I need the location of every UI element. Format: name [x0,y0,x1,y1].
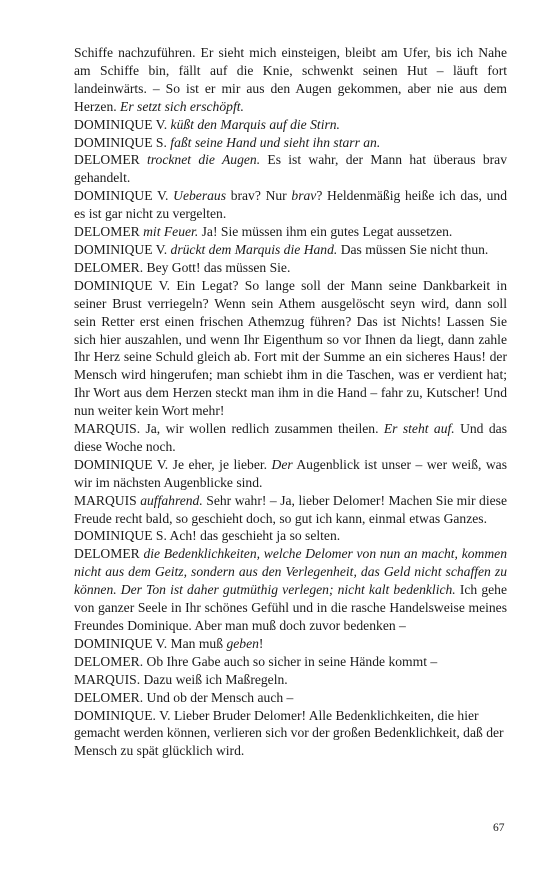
text-segment: DELOMER. Bey Gott! das müssen Sie. [74,259,291,275]
page-text [74,44,507,760]
text-segment: DELOMER [74,224,144,240]
text-segment: Ich gehe von ganzer Seele in Ihr schönes Gefühl und in die rasche Handelsweise meines Freundes Dominique. Aber man muß doch zuvor bedenken – [74,582,507,633]
text-paragraph [74,671,507,689]
text-segment: DELOMER [74,152,147,168]
text-segment: Sehr wahr! – Ja, lieber Delomer! Machen Sie mir diese Freude recht bald, so geschieht doch, so gut ich kann, einmal etwas Ganzes. [74,492,507,526]
page-number: 67 [493,822,505,834]
text-paragraph [74,187,507,223]
text-segment: DOMINIQUE V. [74,116,171,132]
text-segment: DOMINIQUE. V. Lieber Bruder Delomer! Alle Bedenklichkeiten, die hier gemacht werden können, verlieren sich vor der großen Bedenklichkeit, daß der Mensch zu spät glücklich wird. [74,707,504,759]
text-paragraph [74,527,507,545]
stage-direction: Ueberaus [173,188,226,204]
text-segment: DELOMER. Ob Ihre Gabe auch so sicher in seine Hände kommt – [74,653,438,669]
text-paragraph [74,492,507,528]
text-segment: ? Heldenmäßig heiße ich das, und es ist gar nicht zu vergelten. [74,188,508,222]
text-segment: Schiffe nachzuführen. Er sieht mich einsteigen, bleibt am Ufer, bis ich Nahe am Schiffe bin, fällt auf die Knie, schwenkt seinen Hut – läuft fort landeinwärts. – So ist er mir aus den Augen gekommen, aber nie aus dem Herzen. [74,45,507,114]
text-paragraph [74,689,507,707]
stage-direction: Er setzt sich erschöpft. [120,98,244,114]
text-segment: DELOMER. Und ob der Mensch auch – [74,689,294,705]
text-segment: Augenblick ist unser – wer weiß, was wir im nächsten Augenblicke sind. [74,456,507,490]
stage-direction: mit Feuer. [143,224,199,240]
text-segment: DOMINIQUE V. Ein Legat? So lange soll der Mann seine Dankbarkeit in seiner Brust verriegeln? Wenn sein Athem ausgelöscht seyn wird, dann soll sein Retter erst einen frischen Athemzug führen? Das ist Nichts! Lassen Sie sich hier auszahlen, und wenn Ihr Eigenthum so vor Ihnen da liegt, dann zahle Ihr Herz seine Schuld gleich ab. Fort mit der Summe an ein sicheres Haus! der Mensch wird hingerufen; man schiebt ihm in die Taschen, was er verdient hat; Ihr Wort aus dem Herzen steckt man ihm in die Hand – fahr zu, Kutscher! Und nun weiter kein Wort mehr! [74,277,507,419]
text-segment: MARQUIS. Ja, wir wollen redlich zusammen theilen. [74,421,384,437]
text-paragraph [74,44,507,116]
text-segment: Und das diese Woche noch. [74,421,507,454]
text-segment: DOMINIQUE V. Man muß [74,635,227,651]
stage-direction: drückt dem Marquis die Hand. [170,241,338,257]
text-segment: Das müssen Sie nicht thun. [337,241,489,257]
text-paragraph [74,707,507,761]
text-segment: DOMINIQUE V. Je eher, je lieber. [74,456,272,472]
stage-direction: trocknet die Augen. [147,152,261,168]
stage-direction: brav [291,188,317,204]
stage-direction: faßt seine Hand und sieht ihn starr an. [170,134,381,150]
text-paragraph [74,259,507,277]
text-paragraph [74,241,507,259]
text-paragraph [74,635,507,653]
text-segment: DOMINIQUE V. [74,188,174,204]
stage-direction: geben [226,635,259,651]
text-paragraph [74,456,507,492]
text-paragraph [74,277,507,420]
stage-direction: Er steht auf. [383,421,455,437]
stage-direction: küßt den Marquis auf die Stirn. [170,116,340,132]
text-paragraph [74,151,507,187]
text-segment: DOMINIQUE S. Ach! das geschieht ja so selten. [74,528,341,544]
stage-direction: auffahrend. [140,492,203,508]
text-segment: DOMINIQUE V. [74,241,171,257]
text-segment: MARQUIS [74,492,141,508]
text-segment: brav? Nur [226,188,292,204]
text-paragraph [74,653,507,671]
stage-direction: die Bedenklichkeiten, welche Delomer von nun an macht, kommen nicht aus dem Geitz, sondern aus den Verlegenheit, das Geld nicht schaffen zu können. Der Ton ist daher gutmüthig verlegen; nicht kalt bedenklich. [74,546,507,598]
text-segment: MARQUIS. Dazu weiß ich Maßregeln. [74,671,288,687]
text-segment: Ja! Sie müssen ihm ein gutes Legat aussetzen. [198,224,453,240]
text-segment: Es ist wahr, der Mann hat überaus brav gehandelt. [74,152,507,186]
stage-direction: Der [271,456,293,472]
text-segment: DOMINIQUE S. [74,134,171,150]
text-segment: ! [258,635,264,651]
text-paragraph [74,116,507,134]
text-paragraph [74,420,507,456]
text-paragraph [74,134,507,152]
text-paragraph [74,223,507,241]
text-paragraph [74,545,507,635]
text-segment: DELOMER [74,546,144,562]
